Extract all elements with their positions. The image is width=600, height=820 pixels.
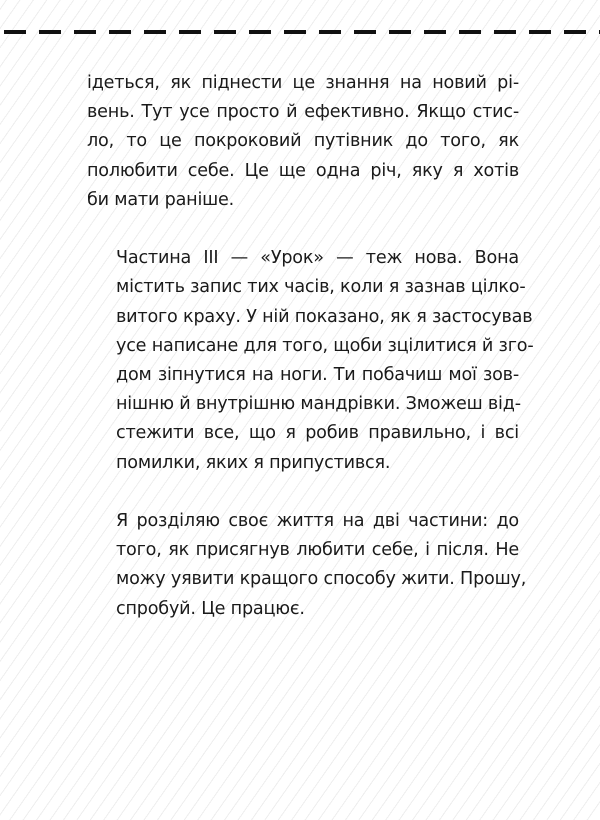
text-line: ідеться, як піднести це знання на новий рі- <box>87 73 519 93</box>
text-line: містить запис тих часів, коли я зазнав цілко- <box>116 277 526 298</box>
text-line: спробуй. Це працює. <box>116 598 305 619</box>
text-line: помилки, яких я припустився. <box>116 452 391 473</box>
text-line: полюбити себе. Це ще одна річ, яку я хотів <box>87 160 519 181</box>
text-line: витого краху. У ній показано, як я застосував <box>116 306 533 327</box>
body-text <box>87 69 534 624</box>
text-line: того, як присягнув любити себе, і після. Не <box>116 540 519 561</box>
paragraph-2 <box>87 244 534 478</box>
text-line: можу уявити кращого способу жити. Прошу, <box>116 569 527 590</box>
text-line: усе написане для того, щоби зцілитися й зго- <box>116 335 534 356</box>
paragraph-1 <box>87 69 519 215</box>
text-line: нішню й внутрішню мандрівки. Зможеш від- <box>116 394 521 415</box>
text-line: стежити все, що я робив правильно, і всі <box>116 423 519 444</box>
text-line: Частина III — «Урок» — теж нова. Вона <box>116 248 519 269</box>
text-line: би мати раніше. <box>87 189 235 210</box>
paragraph-3 <box>87 507 527 624</box>
dashed-divider <box>0 28 600 37</box>
text-line: дом зіпнутися на ноги. Ти побачиш мої зов- <box>116 365 519 386</box>
text-line: Я розділяю своє життя на дві частини: до <box>116 511 519 532</box>
text-line: вень. Тут усе просто й ефективно. Якщо стис- <box>87 102 519 123</box>
text-line: ло, то це покроковий путівник до того, як <box>87 131 519 152</box>
